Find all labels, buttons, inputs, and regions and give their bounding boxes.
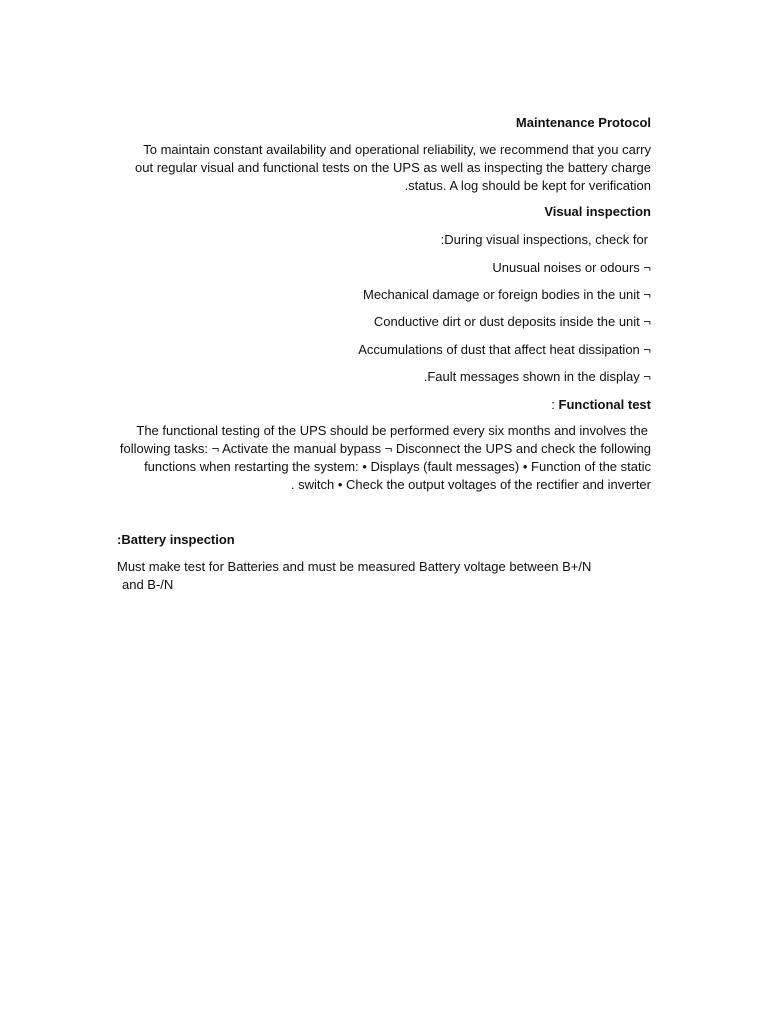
document-title: Maintenance Protocol [515,115,651,130]
visual-inspection-heading: Visual inspection [544,204,651,219]
battery-line-1: Must make test for Batteries and must be measured Battery voltage between B+/N [117,559,592,574]
battery-inspection-heading: :Battery inspection [117,532,235,547]
functional-line-4: . switch • Check the output voltages of the rectifier and inverter [290,477,651,492]
functional-test-heading-wrap [551,396,651,414]
functional-line-2: following tasks: ¬ Activate the manual bypass ¬ Disconnect the UPS and check the following [119,441,651,456]
functional-test-heading: Functional test [558,397,651,412]
visual-item-5: .Fault messages shown in the display ¬ [423,369,651,384]
visual-item-1: Unusual noises or odours ¬ [492,260,651,275]
intro-line-1: To maintain constant availability and operational reliability, we recommend that you carry [143,142,651,157]
intro-line-2: out regular visual and functional tests on the UPS as well as inspecting the battery charge [135,160,651,175]
battery-line-2: and B-/N [122,577,174,592]
visual-item-2: Mechanical damage or foreign bodies in the unit ¬ [363,287,651,302]
functional-line-3: functions when restarting the system: • Displays (fault messages) • Function of the static [144,459,651,474]
intro-line-3: .status. A log should be kept for verification [404,178,651,193]
functional-test-colon: : [551,397,555,412]
visual-item-3: Conductive dirt or dust deposits inside the unit ¬ [373,314,651,329]
functional-line-1: The functional testing of the UPS should be performed every six months and involves the [136,423,648,438]
visual-inspection-lead: :During visual inspections, check for [440,232,648,247]
visual-item-4: Accumulations of dust that affect heat dissipation ¬ [358,342,651,357]
